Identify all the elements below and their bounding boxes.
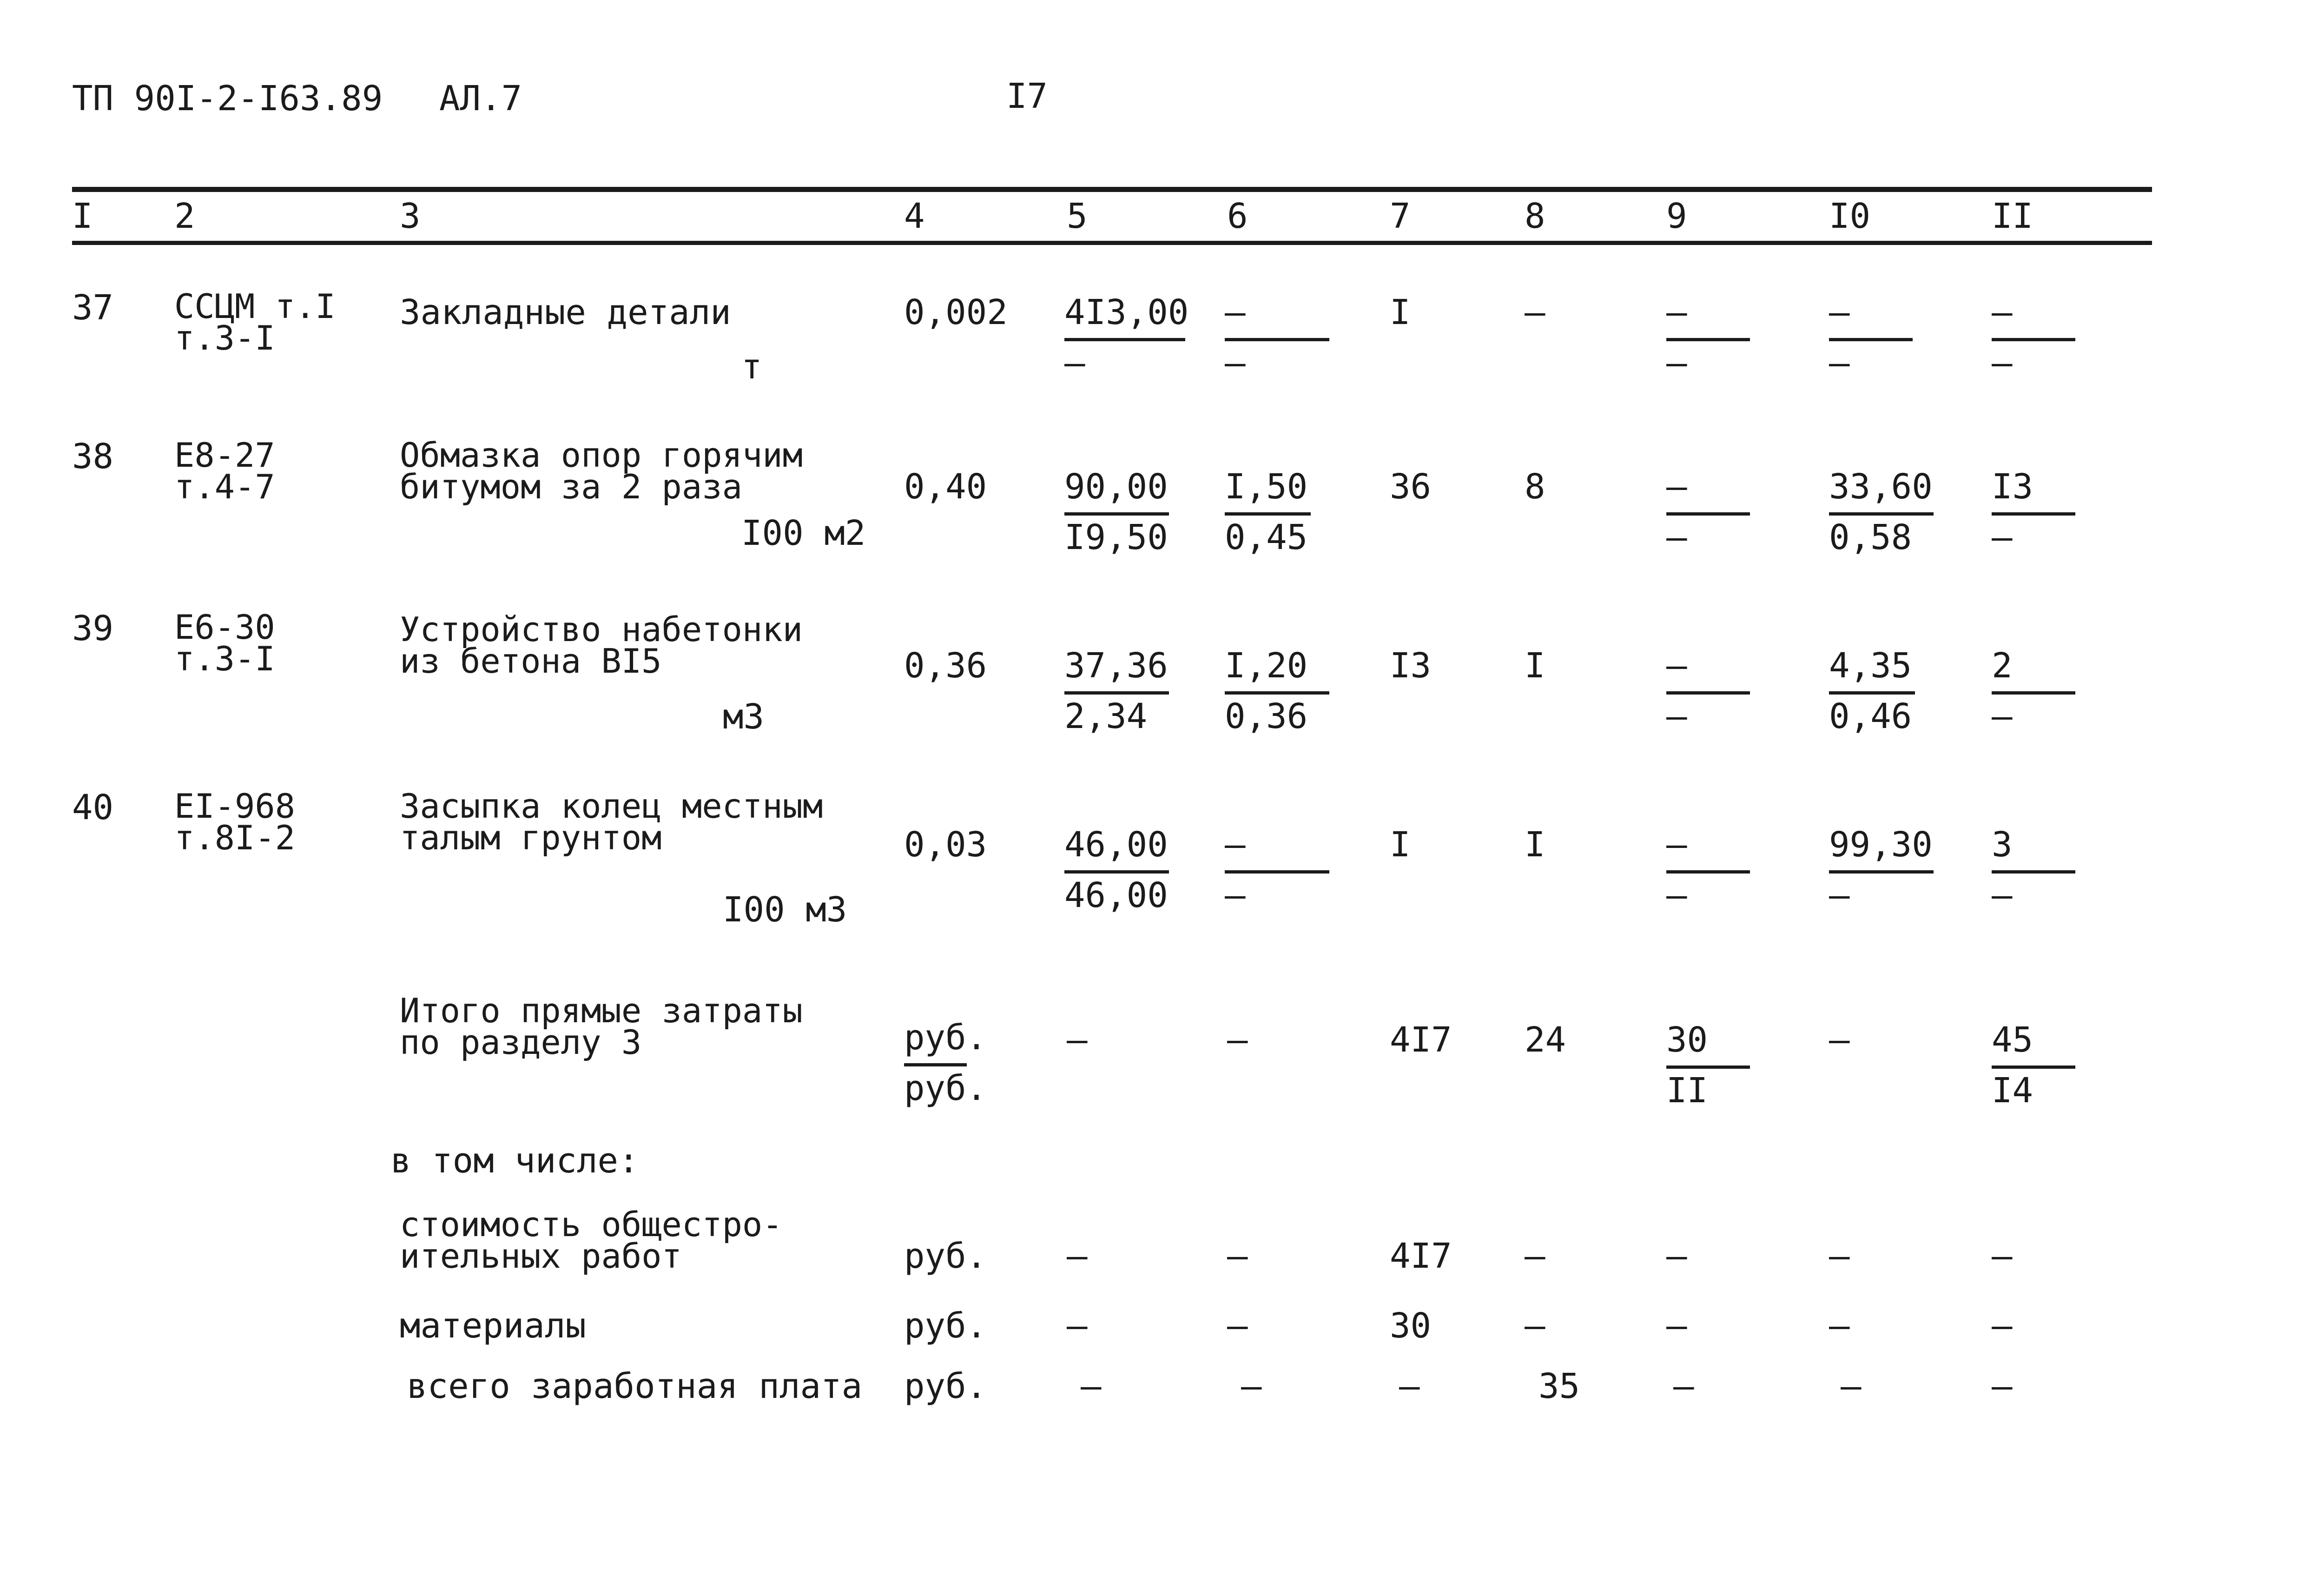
value-col8: – xyxy=(1525,292,1545,332)
breakdown-col11: – xyxy=(1992,1366,2013,1406)
column-header: 6 xyxy=(1227,196,1248,236)
breakdown-col10: – xyxy=(1829,1236,1850,1276)
breakdown-col6: – xyxy=(1241,1366,1262,1406)
breakdown-col7: – xyxy=(1399,1366,1420,1406)
total-col6: – xyxy=(1227,1020,1248,1060)
fraction-col11: I3 – xyxy=(1992,470,2075,555)
document-code: ТП 90I-2-I63.89 xyxy=(72,79,383,119)
unit: I00 м3 xyxy=(723,890,847,930)
column-header: I xyxy=(72,196,93,236)
quantity: 0,40 xyxy=(904,467,987,507)
breakdown-col6: – xyxy=(1227,1236,1248,1276)
value-col8: I xyxy=(1525,646,1545,686)
unit: т xyxy=(741,347,762,387)
total-col8: 24 xyxy=(1525,1020,1566,1060)
fraction-col6: $\frac{I,50}{0,45}$ xyxy=(1225,470,1311,555)
column-header: 9 xyxy=(1666,196,1687,236)
column-header: 8 xyxy=(1525,196,1545,236)
fraction-col5: 4I3,00 – xyxy=(1064,292,1189,383)
breakdown-col10: – xyxy=(1829,1306,1850,1346)
column-header: 3 xyxy=(400,196,421,236)
fraction-col11: – – xyxy=(1992,295,2075,380)
breakdown-col9: – xyxy=(1673,1366,1694,1406)
value-col8: I xyxy=(1525,825,1545,865)
fraction-col5: $\frac{90,00}{I9,50}$ xyxy=(1064,470,1169,555)
breakdown-col8: 35 xyxy=(1538,1366,1580,1406)
row-number: 37 xyxy=(72,288,114,328)
rate-code: ССЦМ т.I т.3-I xyxy=(174,287,336,358)
work-name: Устройство набетонки из бетона BI5 xyxy=(400,610,803,681)
quantity: 0,03 xyxy=(904,825,987,865)
breakdown-col8: – xyxy=(1525,1306,1545,1346)
breakdown-unit: руб. xyxy=(904,1236,987,1276)
quantity: 0,36 xyxy=(904,646,987,686)
value-col7: 36 xyxy=(1390,467,1432,507)
breakdown-col5: – xyxy=(1067,1236,1088,1276)
breakdown-col5: – xyxy=(1067,1306,1088,1346)
column-header: 7 xyxy=(1390,196,1411,236)
fraction-col6: $\frac{I,20}{0,36}$ xyxy=(1225,649,1329,734)
row-number: 39 xyxy=(72,609,114,649)
breakdown-col8: – xyxy=(1525,1236,1545,1276)
fraction-col5: $\frac{46,00}{46,00}$ xyxy=(1064,827,1169,913)
rate-code: Е6-30 т.3-I xyxy=(174,608,275,679)
value-col7: I xyxy=(1390,825,1411,865)
breakdown-col7: 4I7 xyxy=(1390,1236,1452,1276)
breakdown-label: в том числе: xyxy=(390,1141,639,1181)
fraction-col10: – – xyxy=(1829,295,1913,380)
total-col11: $\frac{45}{I4}$ xyxy=(1992,1023,2075,1108)
column-header: 2 xyxy=(174,196,195,236)
table-top-rule xyxy=(72,187,2152,192)
breakdown-unit: руб. xyxy=(904,1366,987,1406)
column-header: II xyxy=(1992,196,2034,236)
unit: м3 xyxy=(723,697,765,737)
value-col7: I3 xyxy=(1390,646,1432,686)
total-col5: – xyxy=(1067,1020,1088,1060)
total-col9: $\frac{30}{II}$ xyxy=(1666,1023,1750,1108)
fraction-col6: – – xyxy=(1225,295,1329,380)
fraction-col11: 2 – xyxy=(1992,649,2075,734)
value-col8: 8 xyxy=(1525,467,1545,507)
work-name: Обмазка опор горячим битумом за 2 раза xyxy=(400,436,803,507)
breakdown-unit: руб. xyxy=(904,1306,987,1346)
work-name: Засыпка колец местным талым грунтом xyxy=(400,787,823,858)
breakdown-col11: – xyxy=(1992,1306,2013,1346)
header-bottom-rule xyxy=(72,241,2152,245)
total-col10: – xyxy=(1829,1020,1850,1060)
rate-code: ЕI-968 т.8I-2 xyxy=(174,787,296,858)
fraction-col10: $\frac{4,35}{0,46}$ xyxy=(1829,649,1915,734)
breakdown-name: материалы xyxy=(400,1306,586,1346)
breakdown-col11: – xyxy=(1992,1236,2013,1276)
total-unit: руб. руб. xyxy=(904,1018,987,1108)
fraction-col6: – – xyxy=(1225,827,1329,913)
breakdown-name: стоимость общестро- ительных работ xyxy=(400,1205,783,1276)
column-header: 4 xyxy=(904,196,925,236)
fraction-col9: – – xyxy=(1666,827,1750,913)
breakdown-col9: – xyxy=(1666,1306,1687,1346)
breakdown-col7: 30 xyxy=(1390,1306,1432,1346)
fraction-col10: 99,30 – xyxy=(1829,827,1934,913)
value-col7: I xyxy=(1390,292,1411,332)
column-header: 5 xyxy=(1067,196,1088,236)
fraction-col9: – – xyxy=(1666,470,1750,555)
total-col7: 4I7 xyxy=(1390,1020,1452,1060)
rate-code: Е8-27 т.4-7 xyxy=(174,436,275,507)
fraction-col5: $\frac{37,36}{2,34}$ xyxy=(1064,649,1169,734)
fraction-col9: – – xyxy=(1666,649,1750,734)
page-number: I7 xyxy=(1006,76,1048,116)
work-name: Закладные детали xyxy=(400,292,731,332)
row-number: 38 xyxy=(72,437,114,477)
breakdown-name: всего заработная плата xyxy=(407,1366,863,1406)
breakdown-col9: – xyxy=(1666,1236,1687,1276)
breakdown-col6: – xyxy=(1227,1306,1248,1346)
row-number: 40 xyxy=(72,788,114,827)
breakdown-col10: – xyxy=(1841,1366,1862,1406)
fraction-col9: – – xyxy=(1666,295,1750,380)
total-label: Итого прямые затраты по разделу 3 xyxy=(400,991,803,1062)
column-header: I0 xyxy=(1829,196,1871,236)
quantity: 0,002 xyxy=(904,292,1008,332)
fraction-col11: 3 – xyxy=(1992,827,2075,913)
breakdown-col5: – xyxy=(1081,1366,1102,1406)
fraction-col10: $\frac{33,60}{0,58}$ xyxy=(1829,470,1934,555)
unit: I00 м2 xyxy=(741,513,866,553)
album-number: АЛ.7 xyxy=(439,79,522,119)
